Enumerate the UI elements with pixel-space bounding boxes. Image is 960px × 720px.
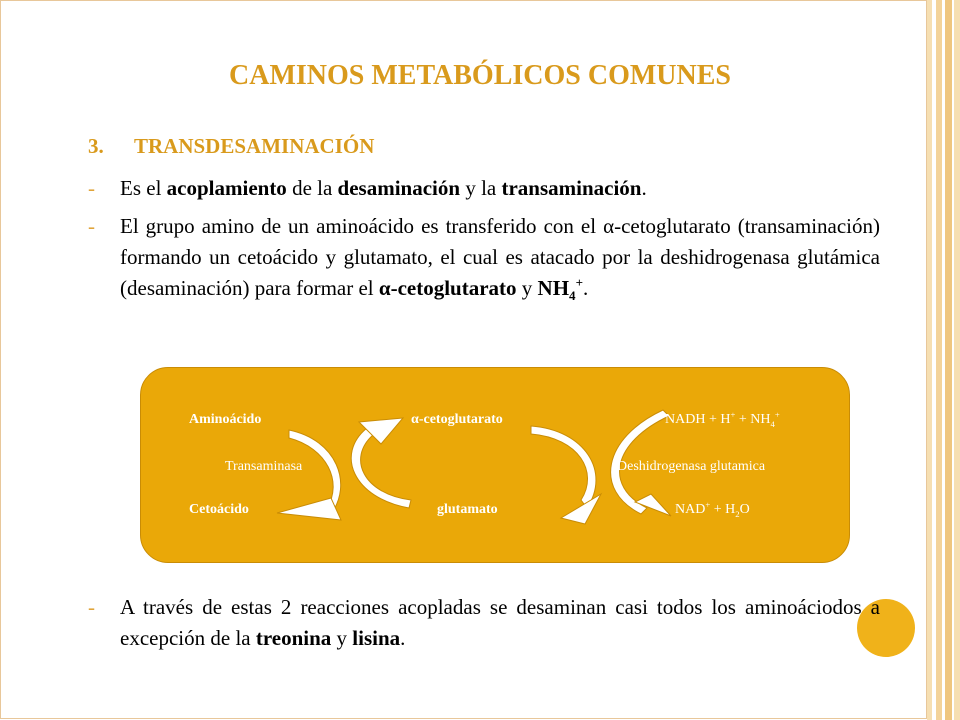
section-heading <box>88 134 374 159</box>
label-transaminasa: Transaminasa <box>225 459 303 474</box>
bullet-text: El grupo amino de un aminoácido es transferido con el α-cetoglutarato (transaminación) formando un cetoácido y glutamato, el cual es atacado por la deshidrogenasa glutámica (desaminación) para formar el α-cetoglutarato y $NH_4^+$. <box>120 214 880 304</box>
arrow-head-icon <box>561 494 601 524</box>
label-aminoacido: Aminoácido <box>189 412 262 427</box>
bullet-marker: - <box>88 595 95 619</box>
bullet-grupo-amino <box>88 211 880 304</box>
slide-title: CAMINOS METABÓLICOS COMUNES <box>229 60 731 91</box>
bullet-text: A través de estas 2 reacciones acopladas se desaminan casi todos los aminoáciodos a excepción de la treonina y lisina. <box>120 595 880 650</box>
reaction-diagram <box>140 367 850 563</box>
bullet-marker: - <box>88 214 95 238</box>
bullet-marker: - <box>88 176 95 200</box>
section-title: TRANSDESAMINACIÓN <box>134 134 375 158</box>
label-alpha-cetoglutarato: α-cetoglutarato <box>411 412 503 427</box>
label-deshidrogenasa: Deshidrogenasa glutamica <box>617 459 766 474</box>
label-glutamato: glutamato <box>437 502 498 517</box>
label-nadh: NADH + $H^+ + NH_4^+$ <box>665 409 780 429</box>
bullet-text: Es el acoplamiento de la desaminación y la transaminación. <box>120 176 647 200</box>
bullet-acoplamiento <box>88 173 880 204</box>
bullet-reacciones-acopladas <box>88 592 880 654</box>
decorative-stripes <box>927 0 960 720</box>
curved-arrow-icon <box>531 426 596 508</box>
arrow-head-icon <box>277 498 341 520</box>
section-number: 3. <box>88 134 104 158</box>
label-cetoacido: Cetoácido <box>189 502 249 517</box>
label-nad: $NAD^+ + H_2O$ <box>675 499 750 519</box>
